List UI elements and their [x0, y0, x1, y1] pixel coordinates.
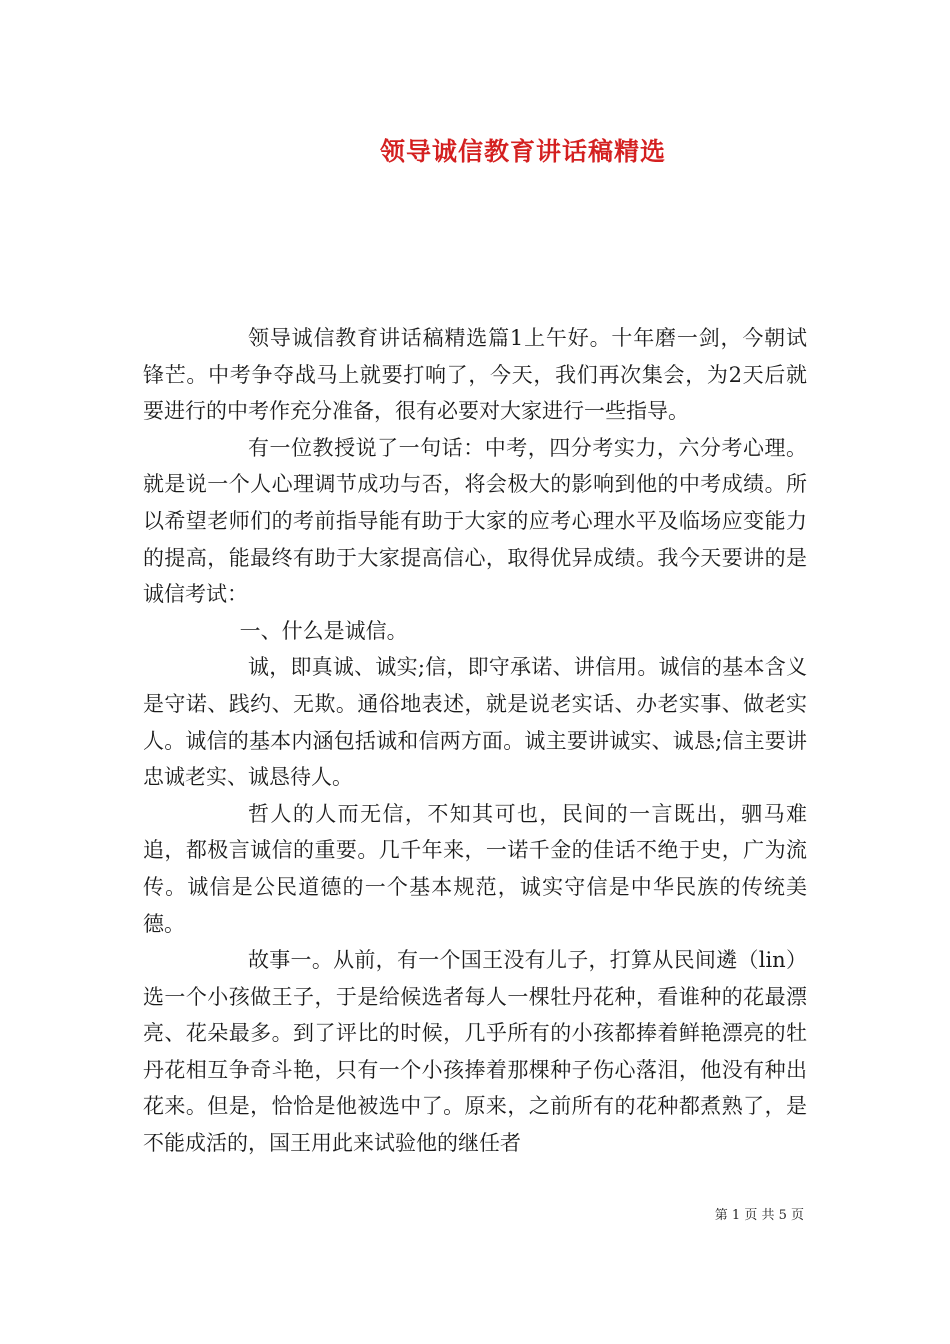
section-heading-what-is-integrity: 一、什么是诚信。 — [239, 618, 408, 643]
document-body — [143, 320, 807, 1162]
paragraph-exam-psychology: 有一位教授说了一句话：中考，四分考实力，六分考心理。就是说一个人心理调节成功与否，将会极大的影响到他的中考成绩。所以希望老师们的考前指导能有助于大家的应考心理水平及临场应变能力的提高，能最终有助于大家提高信心，取得优异成绩。我今天要讲的是诚信考试： — [143, 435, 807, 607]
paragraph-story-one: 故事一。从前，有一个国王没有儿子，打算从民间遴（lin）选一个小孩做王子，于是给候选者每人一棵牡丹花种，看谁种的花最漂亮、花朵最多。到了评比的时候，几乎所有的小孩都捧着鲜艳漂亮的牡丹花相互争奇斗艳，只有一个小孩捧着那棵种子伤心落泪，他没有种出花来。但是，恰恰是他被选中了。原来，之前所有的花种都煮熟了，是不能成活的，国王用此来试验他的继任者 — [143, 948, 807, 1156]
paragraph-integrity-importance: 哲人的人而无信，不知其可也，民间的一言既出，驷马难追，都极言诚信的重要。几千年来，一诺千金的佳话不绝于史，广为流传。诚信是公民道德的一个基本规范，诚实守信是中华民族的传统美德。 — [143, 801, 807, 936]
document-title: 领导诚信教育讲话稿精选 — [379, 137, 666, 166]
paragraph-integrity-definition: 诚，即真诚、诚实;信，即守承诺、讲信用。诚信的基本含义是守诺、践约、无欺。通俗地表述，就是说老实话、办老实事、做老实人。诚信的基本内涵包括诚和信两方面。诚主要讲诚实、诚恳;信主要讲忠诚老实、诚恳待人。 — [143, 655, 807, 790]
paragraph-intro: 领导诚信教育讲话稿精选篇1上午好。十年磨一剑，今朝试锋芒。中考争夺战马上就要打响了，今天，我们再次集会，为2天后就要进行的中考作充分准备，很有必要对大家进行一些指导。 — [143, 326, 807, 424]
page-number-footer: 第 1 页 共 5 页 — [714, 1208, 804, 1223]
